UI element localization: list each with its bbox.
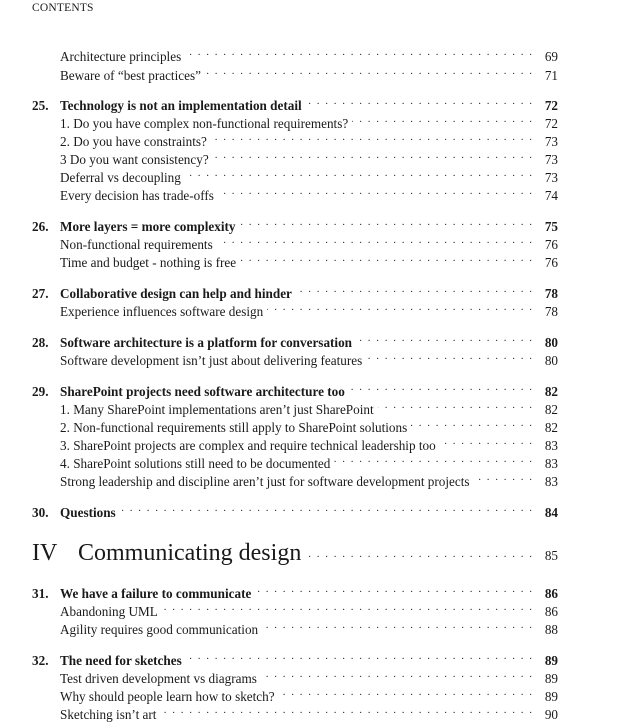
toc-entry[interactable] bbox=[60, 182, 558, 203]
dot-leader bbox=[366, 347, 532, 365]
toc-entry[interactable] bbox=[60, 414, 558, 435]
chapter-title: Questions bbox=[60, 505, 116, 520]
chapter-page: 86 bbox=[544, 586, 558, 601]
toc-chapter[interactable] bbox=[32, 92, 558, 113]
toc-entry[interactable] bbox=[60, 665, 558, 686]
chapter-number: 32. bbox=[32, 653, 49, 668]
toc-entry[interactable] bbox=[60, 164, 558, 185]
chapter-page: 75 bbox=[544, 219, 558, 234]
dot-leader bbox=[185, 164, 532, 182]
toc-chapter[interactable] bbox=[32, 647, 558, 668]
dot-leader bbox=[296, 280, 532, 298]
dot-leader bbox=[213, 146, 532, 164]
entry-page: 73 bbox=[544, 134, 558, 149]
dot-leader bbox=[239, 213, 532, 231]
entry-title: 3. SharePoint projects are complex and require technical leadership too bbox=[60, 438, 436, 453]
chapter-title: Software architecture is a platform for conversation bbox=[60, 335, 353, 350]
toc-entry[interactable] bbox=[60, 62, 558, 83]
toc-entry[interactable] bbox=[60, 298, 558, 319]
dot-leader bbox=[186, 647, 532, 665]
dot-leader bbox=[218, 182, 532, 200]
entry-page: 78 bbox=[544, 304, 558, 319]
toc-entry[interactable] bbox=[60, 347, 558, 368]
toc-entry[interactable] bbox=[60, 701, 558, 722]
dot-leader bbox=[411, 414, 532, 432]
toc-entry[interactable] bbox=[60, 683, 558, 704]
entry-title: Software development isn’t just about delivering features bbox=[60, 353, 363, 368]
entry-page: 73 bbox=[544, 170, 558, 185]
dot-leader bbox=[255, 580, 532, 598]
chapter-number: 26. bbox=[32, 219, 49, 234]
dot-leader bbox=[356, 329, 532, 347]
dot-leader bbox=[378, 396, 532, 414]
chapter-page: 80 bbox=[544, 335, 558, 350]
entry-title: Architecture principles bbox=[60, 49, 182, 64]
dot-leader bbox=[267, 298, 532, 316]
chapter-page: 78 bbox=[544, 286, 558, 301]
entry-title: 1. Do you have complex non-functional requirements? bbox=[60, 116, 349, 131]
dot-leader bbox=[162, 598, 532, 616]
entry-title: Sketching isn’t art bbox=[60, 707, 157, 722]
chapter-number: 31. bbox=[32, 586, 49, 601]
dot-leader bbox=[240, 249, 532, 267]
toc-entry[interactable] bbox=[60, 468, 558, 489]
entry-page: 69 bbox=[544, 49, 558, 64]
entry-page: 73 bbox=[544, 152, 558, 167]
dot-leader bbox=[211, 128, 532, 146]
entry-title: Experience influences software design bbox=[60, 304, 264, 319]
chapter-number: 28. bbox=[32, 335, 49, 350]
chapter-number: 25. bbox=[32, 98, 49, 113]
entry-page: 89 bbox=[544, 671, 558, 686]
entry-page: 90 bbox=[544, 707, 558, 722]
chapter-page: 84 bbox=[544, 505, 558, 520]
chapter-title: Technology is not an implementation detail bbox=[60, 98, 302, 113]
entry-page: 71 bbox=[544, 68, 558, 83]
entry-title: Agility requires good communication bbox=[60, 622, 259, 637]
chapter-page: 82 bbox=[544, 384, 558, 399]
entry-page: 83 bbox=[544, 456, 558, 471]
chapter-number: 27. bbox=[32, 286, 49, 301]
entry-page: 88 bbox=[544, 622, 558, 637]
dot-leader bbox=[279, 683, 532, 701]
entry-page: 86 bbox=[544, 604, 558, 619]
toc-entry[interactable] bbox=[60, 43, 558, 64]
entry-title: 2. Non-functional requirements still apply to SharePoint solutions bbox=[60, 420, 408, 435]
chapter-number: 29. bbox=[32, 384, 49, 399]
entry-title: Strong leadership and discipline aren’t just for software development projects bbox=[60, 474, 470, 489]
toc-entry[interactable] bbox=[60, 128, 558, 149]
chapter-page: 89 bbox=[544, 653, 558, 668]
entry-title: 2. Do you have constraints? bbox=[60, 134, 207, 149]
part-page: 85 bbox=[544, 548, 558, 563]
dot-leader bbox=[474, 468, 532, 486]
running-head: CONTENTS bbox=[32, 2, 94, 14]
chapter-title: Collaborative design can help and hinder bbox=[60, 286, 292, 301]
chapter-title: We have a failure to communicate bbox=[60, 586, 252, 601]
entry-title: Time and budget - nothing is free bbox=[60, 255, 237, 270]
dot-leader bbox=[205, 62, 532, 80]
toc-entry[interactable] bbox=[60, 616, 558, 637]
entry-title: Non-functional requirements bbox=[60, 237, 213, 252]
dot-leader bbox=[334, 450, 532, 468]
entry-page: 72 bbox=[544, 116, 558, 131]
toc-entry[interactable] bbox=[60, 231, 558, 252]
toc-entry[interactable] bbox=[60, 146, 558, 167]
entry-page: 76 bbox=[544, 237, 558, 252]
entry-page: 82 bbox=[544, 402, 558, 417]
chapter-title: The need for sketches bbox=[60, 653, 182, 668]
dot-leader bbox=[306, 92, 532, 110]
entry-title: Why should people learn how to sketch? bbox=[60, 689, 275, 704]
toc-chapter[interactable] bbox=[32, 378, 558, 399]
entry-page: 83 bbox=[544, 438, 558, 453]
dot-leader bbox=[160, 701, 532, 719]
entry-title: Abandoning UML bbox=[60, 604, 158, 619]
entry-title: Deferral vs decoupling bbox=[60, 170, 181, 185]
dot-leader bbox=[262, 616, 532, 634]
toc-part[interactable] bbox=[32, 540, 558, 574]
entry-page: 83 bbox=[544, 474, 558, 489]
toc-chapter[interactable] bbox=[32, 280, 558, 301]
dot-leader bbox=[352, 110, 532, 128]
chapter-number: 30. bbox=[32, 505, 49, 520]
dot-leader bbox=[303, 548, 532, 560]
entry-title: 4. SharePoint solutions still need to be documented bbox=[60, 456, 331, 471]
toc-chapter[interactable] bbox=[32, 329, 558, 350]
dot-leader bbox=[261, 665, 532, 683]
dot-leader bbox=[120, 499, 532, 517]
dot-leader bbox=[185, 43, 532, 61]
toc-entry[interactable] bbox=[60, 249, 558, 270]
dot-leader bbox=[217, 231, 532, 249]
entry-page: 82 bbox=[544, 420, 558, 435]
chapter-page: 72 bbox=[544, 98, 558, 113]
entry-page: 80 bbox=[544, 353, 558, 368]
dot-leader bbox=[440, 432, 532, 450]
part-number: IV bbox=[32, 540, 58, 566]
entry-page: 74 bbox=[544, 188, 558, 203]
entry-page: 89 bbox=[544, 689, 558, 704]
dot-leader bbox=[349, 378, 532, 396]
entry-page: 76 bbox=[544, 255, 558, 270]
entry-title: Beware of “best practices” bbox=[60, 68, 201, 83]
entry-title: 1. Many SharePoint implementations aren’t just SharePoint bbox=[60, 402, 374, 417]
toc-entry[interactable] bbox=[60, 396, 558, 417]
toc-entry[interactable] bbox=[60, 432, 558, 453]
toc-entry[interactable] bbox=[60, 450, 558, 471]
toc-entry[interactable] bbox=[60, 110, 558, 131]
entry-title: 3 Do you want consistency? bbox=[60, 152, 209, 167]
toc-chapter[interactable] bbox=[32, 580, 558, 601]
chapter-title: More layers = more complexity bbox=[60, 219, 236, 234]
toc-chapter[interactable] bbox=[32, 499, 558, 520]
part-title: Communicating design bbox=[78, 540, 302, 566]
toc-entry[interactable] bbox=[60, 598, 558, 619]
entry-title: Test driven development vs diagrams bbox=[60, 671, 257, 686]
entry-title: Every decision has trade-offs bbox=[60, 188, 214, 203]
chapter-title: SharePoint projects need software architecture too bbox=[60, 384, 345, 399]
toc-chapter[interactable] bbox=[32, 213, 558, 234]
